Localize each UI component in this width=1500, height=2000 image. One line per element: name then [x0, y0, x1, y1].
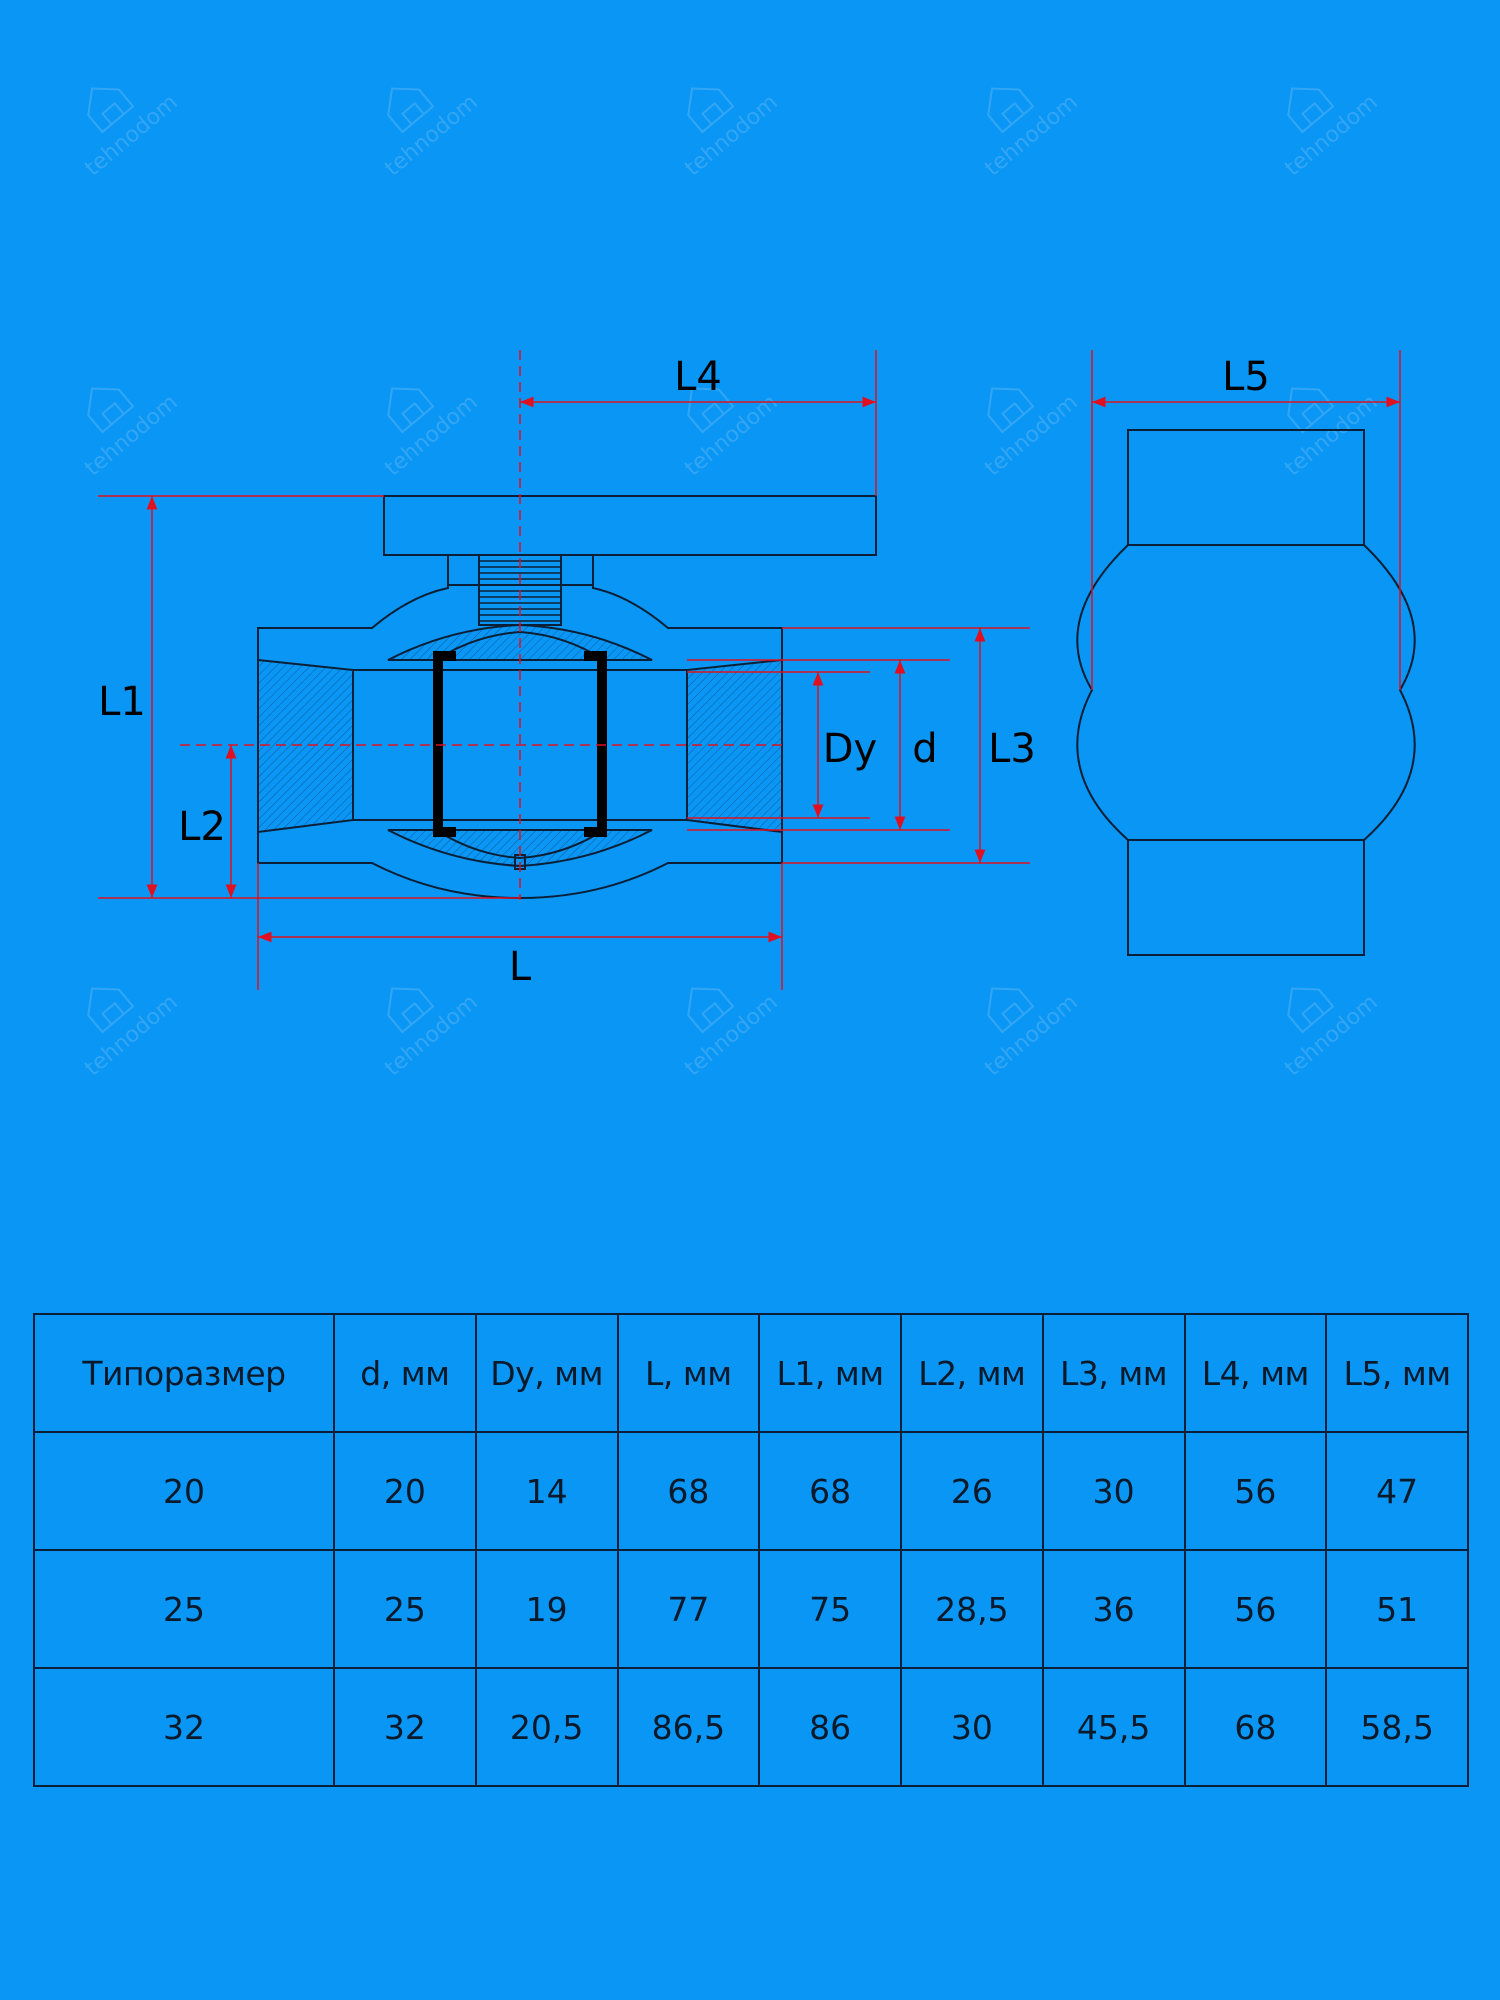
- table-header-cell: L2, мм: [901, 1314, 1043, 1432]
- table-cell: 68: [1185, 1668, 1327, 1786]
- front-body: [1077, 545, 1414, 840]
- table-row: [34, 1668, 1468, 1786]
- label-L4: L4: [674, 354, 722, 400]
- watermark-group: [49, 52, 1383, 1081]
- watermark-logo: [949, 352, 1083, 481]
- svg-text:tehnodom: tehnodom: [680, 989, 783, 1082]
- table-row: [34, 1550, 1468, 1668]
- table-header-cell: L, мм: [618, 1314, 760, 1432]
- watermark-logo: [349, 352, 483, 481]
- table-cell: 68: [618, 1432, 760, 1550]
- svg-text:tehnodom: tehnodom: [80, 89, 183, 182]
- right-socket: [687, 660, 782, 832]
- ball-frame-left: [438, 656, 456, 832]
- table-cell: 20: [34, 1432, 334, 1550]
- specification-table: [33, 1313, 1469, 1787]
- table-header-row: [34, 1314, 1468, 1432]
- watermark-logo: [349, 52, 483, 181]
- table-cell: 32: [34, 1668, 334, 1786]
- svg-text:tehnodom: tehnodom: [380, 389, 483, 482]
- table-header-cell: L3, мм: [1043, 1314, 1185, 1432]
- watermark-logo: [949, 952, 1083, 1081]
- svg-text:tehnodom: tehnodom: [380, 989, 483, 1082]
- label-Dy: Dy: [822, 726, 878, 772]
- label-L1: L1: [98, 679, 146, 725]
- watermark-logo: [49, 352, 183, 481]
- svg-text:tehnodom: tehnodom: [980, 989, 1083, 1082]
- table-cell: 30: [1043, 1432, 1185, 1550]
- table-header-cell: Dy, мм: [476, 1314, 618, 1432]
- table-cell: 56: [1185, 1432, 1327, 1550]
- label-L3: L3: [988, 726, 1036, 772]
- table-header-cell: d, мм: [334, 1314, 476, 1432]
- table-cell: 68: [759, 1432, 901, 1550]
- table-cell: 19: [476, 1550, 618, 1668]
- svg-text:tehnodom: tehnodom: [980, 89, 1083, 182]
- ball-frame-right: [584, 656, 602, 832]
- table-row: [34, 1432, 1468, 1550]
- table-cell: 36: [1043, 1550, 1185, 1668]
- svg-text:tehnodom: tehnodom: [380, 89, 483, 182]
- svg-text:tehnodom: tehnodom: [1280, 389, 1383, 482]
- table-cell: 51: [1326, 1550, 1468, 1668]
- table-header-cell: L4, мм: [1185, 1314, 1327, 1432]
- watermark-logo: [649, 52, 783, 181]
- watermark-logo: [1249, 952, 1383, 1081]
- svg-text:tehnodom: tehnodom: [680, 89, 783, 182]
- table-header-cell: L5, мм: [1326, 1314, 1468, 1432]
- table-cell: 30: [901, 1668, 1043, 1786]
- watermark-logo: [49, 52, 183, 181]
- svg-text:tehnodom: tehnodom: [980, 389, 1083, 482]
- table-cell: 25: [334, 1550, 476, 1668]
- table-cell: 28,5: [901, 1550, 1043, 1668]
- table-cell: 32: [334, 1668, 476, 1786]
- table-cell: 75: [759, 1550, 901, 1668]
- label-L2: L2: [178, 804, 226, 850]
- svg-text:tehnodom: tehnodom: [1280, 89, 1383, 182]
- table-cell: 14: [476, 1432, 618, 1550]
- table-cell: 45,5: [1043, 1668, 1185, 1786]
- valve-front-view: [1077, 430, 1414, 955]
- svg-text:tehnodom: tehnodom: [80, 989, 183, 1082]
- label-L: L: [508, 944, 532, 990]
- left-socket: [258, 660, 353, 832]
- table-header-cell: L1, мм: [759, 1314, 901, 1432]
- table-cell: 20: [334, 1432, 476, 1550]
- watermark-logo: [949, 52, 1083, 181]
- table-cell: 47: [1326, 1432, 1468, 1550]
- table-header-cell: Типоразмер: [34, 1314, 334, 1432]
- watermark-logo: [649, 952, 783, 1081]
- table-cell: 56: [1185, 1550, 1327, 1668]
- table-cell: 26: [901, 1432, 1043, 1550]
- table-cell: 20,5: [476, 1668, 618, 1786]
- front-bottom-flange: [1128, 840, 1364, 955]
- svg-text:tehnodom: tehnodom: [680, 389, 783, 482]
- table-cell: 86,5: [618, 1668, 760, 1786]
- svg-text:tehnodom: tehnodom: [80, 389, 183, 482]
- svg-text:tehnodom: tehnodom: [1280, 989, 1383, 1082]
- table-cell: 58,5: [1326, 1668, 1468, 1786]
- valve-side-view: [258, 496, 876, 898]
- watermark-logo: [1249, 52, 1383, 181]
- label-d: d: [912, 726, 938, 772]
- handle: [384, 496, 876, 555]
- table-cell: 77: [618, 1550, 760, 1668]
- watermark-logo: [349, 952, 483, 1081]
- table-cell: 25: [34, 1550, 334, 1668]
- watermark-logo: [49, 952, 183, 1081]
- label-L5: L5: [1222, 354, 1270, 400]
- table-cell: 86: [759, 1668, 901, 1786]
